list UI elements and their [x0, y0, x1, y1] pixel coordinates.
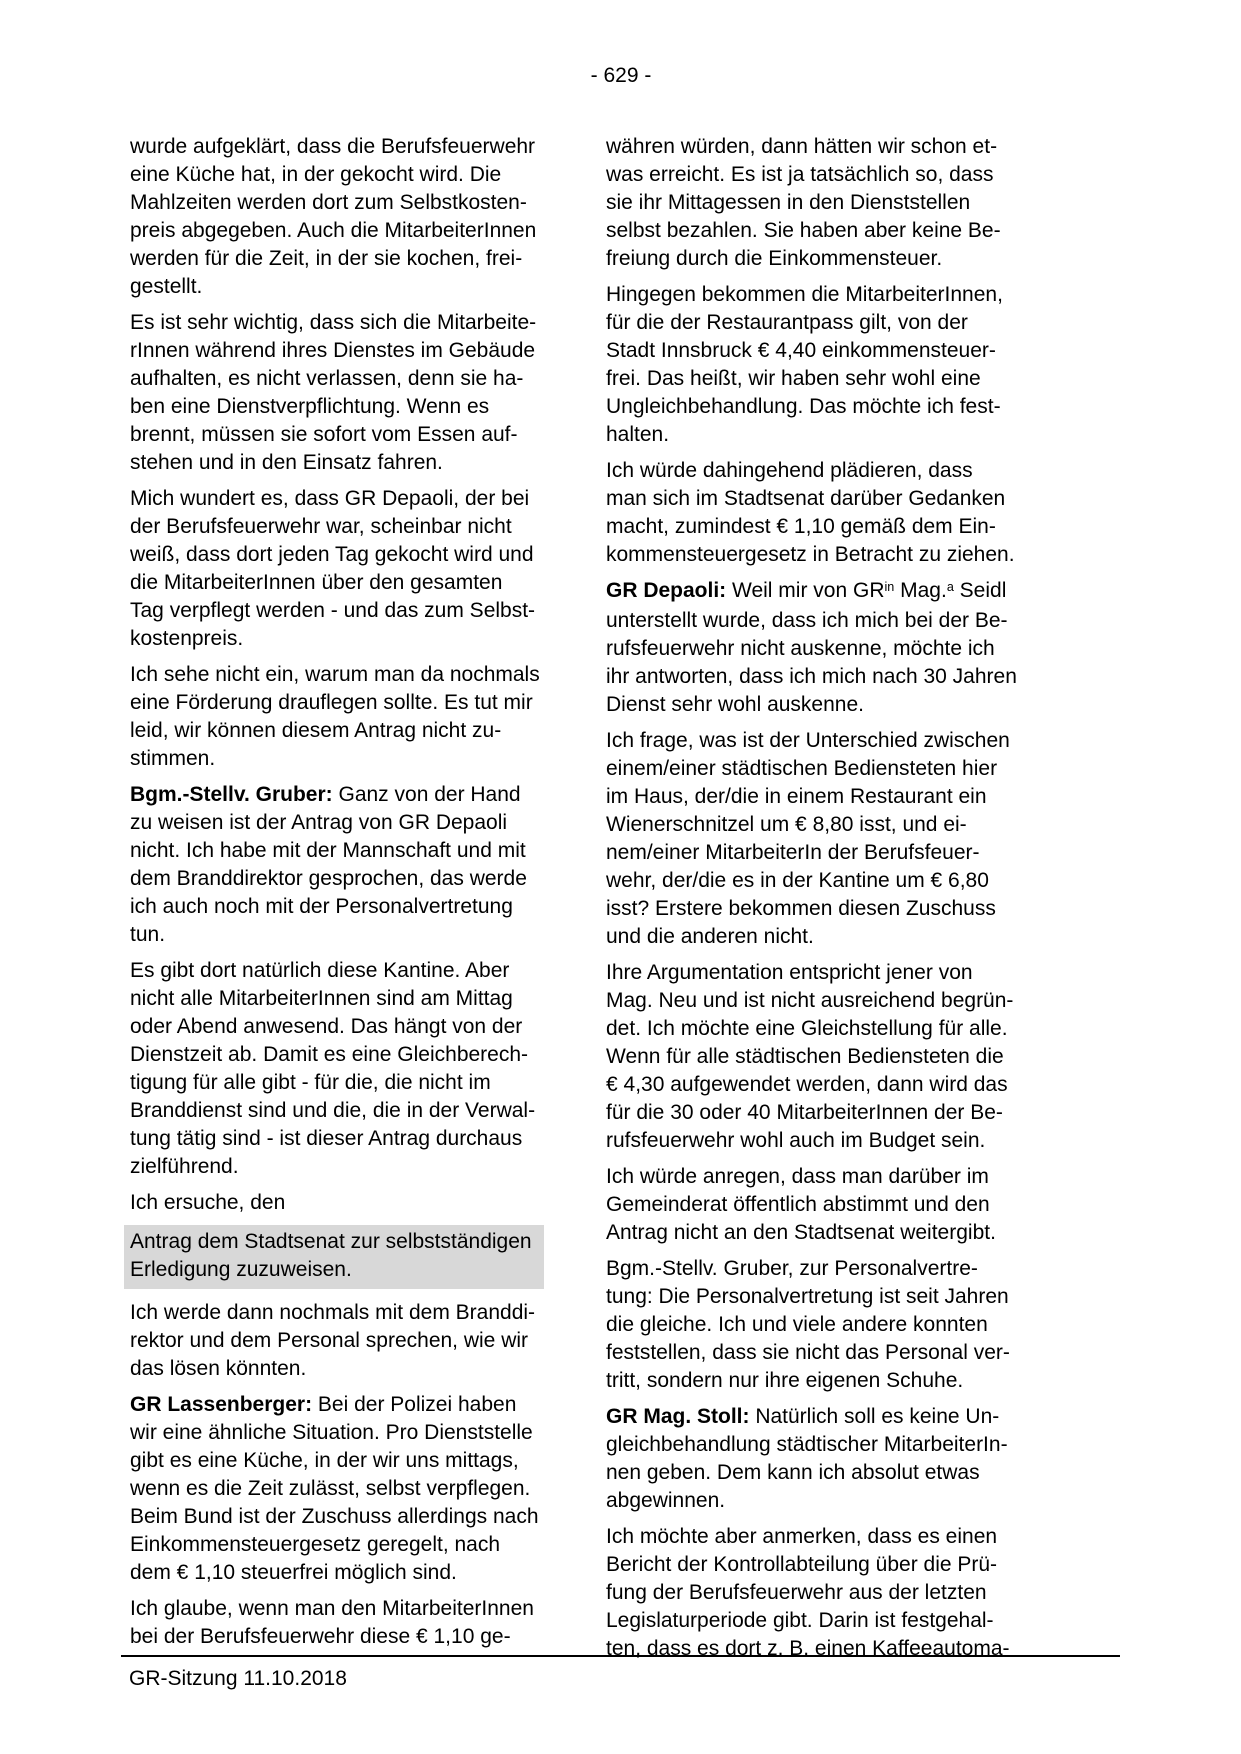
text-line: Hingegen bekommen die MitarbeiterInnen,: [606, 283, 1003, 306]
text-line: unterstellt wurde, dass ich mich bei der Be-: [606, 609, 1008, 632]
text-line: rufsfeuerwehr wohl auch im Budget sein.: [606, 1129, 986, 1152]
text-line: GR Mag. Stoll: Natürlich soll es keine Un-: [606, 1405, 1000, 1428]
text-line: frei. Das heißt, wir haben sehr wohl eine: [606, 367, 981, 390]
text-line: bei der Berufsfeuerwehr diese € 1,10 ge-: [130, 1625, 511, 1648]
text-line: Antrag nicht an den Stadtsenat weitergibt.: [606, 1221, 996, 1244]
text-line: Einkommensteuergesetz geregelt, nach: [130, 1533, 501, 1556]
text-line: eine Küche hat, in der gekocht wird. Die: [130, 163, 502, 186]
text-line: kostenpreis.: [130, 627, 244, 650]
paragraph: [130, 781, 540, 949]
text-line: oder Abend anwesend. Das hängt von der: [130, 1015, 523, 1038]
text-line: Erledigung zuzuweisen.: [130, 1258, 352, 1281]
text-line: leid, wir können diesem Antrag nicht zu-: [130, 719, 502, 742]
text-line: gleichbehandlung städtischer MitarbeiterIn-: [606, 1433, 1008, 1456]
text-line: wir eine ähnliche Situation. Pro Dienststelle: [130, 1421, 533, 1444]
text-line: selbst bezahlen. Sie haben aber keine Be-: [606, 219, 1001, 242]
text-line: nicht. Ich habe mit der Mannschaft und mit: [130, 839, 526, 862]
text-line: gestellt.: [130, 275, 203, 298]
text-line: einem/einer städtischen Bediensteten hier: [606, 757, 998, 780]
text-line: brennt, müssen sie sofort vom Essen auf-: [130, 423, 518, 446]
text-line: rInnen während ihres Dienstes im Gebäude: [130, 339, 536, 362]
text-line: preis abgegeben. Auch die MitarbeiterInnen: [130, 219, 537, 242]
text-line: det. Ich möchte eine Gleichstellung für alle.: [606, 1017, 1008, 1040]
text-line: Mag. Neu und ist nicht ausreichend begrün-: [606, 989, 1014, 1012]
text-line: nen geben. Dem kann ich absolut etwas: [606, 1461, 980, 1484]
paragraph: [606, 1403, 1016, 1515]
paragraph: [606, 281, 1016, 449]
text-line: die gleiche. Ich und viele andere konnten: [606, 1313, 988, 1336]
text-line: werden für die Zeit, in der sie kochen, frei-: [130, 247, 523, 270]
footer-rule: [121, 1655, 1120, 1657]
paragraph: [606, 1523, 1016, 1663]
text-line: stehen und in den Einsatz fahren.: [130, 451, 443, 474]
paragraph: [606, 133, 1016, 273]
text-line: der Berufsfeuerwehr war, scheinbar nicht: [130, 515, 512, 538]
text-line: fung der Berufsfeuerwehr aus der letzten: [606, 1581, 987, 1604]
text-line: weiß, dass dort jeden Tag gekocht wird und: [130, 543, 534, 566]
paragraph: [130, 1189, 540, 1217]
text-line: isst? Erstere bekommen diesen Zuschuss: [606, 897, 996, 920]
text-line: freiung durch die Einkommensteuer.: [606, 247, 943, 270]
text-line: wenn es die Zeit zulässt, selbst verpflegen.: [130, 1477, 531, 1500]
text-line: zu weisen ist der Antrag von GR Depaoli: [130, 811, 508, 834]
text-line: wurde aufgeklärt, dass die Berufsfeuerwehr: [130, 135, 536, 158]
highlighted-motion-text: [124, 1225, 544, 1289]
text-line: rufsfeuerwehr nicht auskenne, möchte ich: [606, 637, 995, 660]
text-line: tritt, sondern nur ihre eigenen Schuhe.: [606, 1369, 964, 1392]
text-column-left: [130, 133, 540, 1671]
text-line: Tag verpflegt werden - und das zum Selbst-: [130, 599, 536, 622]
text-line: ihr antworten, dass ich mich nach 30 Jahren: [606, 665, 1017, 688]
text-line: eine Förderung drauflegen sollte. Es tut mir: [130, 691, 533, 714]
text-line: aufhalten, es nicht verlassen, denn sie ha-: [130, 367, 524, 390]
text-line: macht, zumindest € 1,10 gemäß dem Ein-: [606, 515, 996, 538]
text-line: was erreicht. Es ist ja tatsächlich so, dass: [606, 163, 994, 186]
page-number: - 629 -: [590, 64, 652, 87]
text-line: man sich im Stadtsenat darüber Gedanken: [606, 487, 1006, 510]
paragraph: [130, 133, 540, 301]
speaker-name: GR Depaoli:: [606, 579, 733, 602]
paragraph: [606, 577, 1016, 719]
text-line: für die der Restaurantpass gilt, von der: [606, 311, 968, 334]
text-column-right: [606, 133, 1016, 1671]
text-line: Ich möchte aber anmerken, dass es einen: [606, 1525, 998, 1548]
paragraph: [130, 309, 540, 477]
text-line: zielführend.: [130, 1155, 239, 1178]
text-line: Bericht der Kontrollabteilung über die Prü-: [606, 1553, 998, 1576]
text-line: tigung für alle gibt - für die, die nicht im: [130, 1071, 491, 1094]
text-line: sie ihr Mittagessen in den Dienststellen: [606, 191, 971, 214]
text-line: Gemeinderat öffentlich abstimmt und den: [606, 1193, 990, 1216]
text-line: im Haus, der/die in einem Restaurant ein: [606, 785, 987, 808]
text-line: kommensteuergesetz in Betracht zu ziehen.: [606, 543, 1015, 566]
text-line: Dienst sehr wohl auskenne.: [606, 693, 864, 716]
paragraph: [606, 457, 1016, 569]
text-line: gibt es eine Küche, in der wir uns mittags,: [130, 1449, 519, 1472]
paragraph: [606, 727, 1016, 951]
text-line: Stadt Innsbruck € 4,40 einkommensteuer-: [606, 339, 996, 362]
text-line: Branddienst sind und die, die in der Verwal-: [130, 1099, 536, 1122]
text-line: ten, dass es dort z. B. einen Kaffeeautoma-: [606, 1637, 1010, 1660]
speaker-name: GR Lassenberger:: [130, 1393, 318, 1416]
text-line: für die 30 oder 40 MitarbeiterInnen der Be-: [606, 1101, 1003, 1124]
speaker-name: GR Mag. Stoll:: [606, 1405, 756, 1428]
paragraph: [130, 661, 540, 773]
text-line: GR Lassenberger: Bei der Polizei haben: [130, 1393, 517, 1416]
text-line: rektor und dem Personal sprechen, wie wir: [130, 1329, 529, 1352]
text-line: dem € 1,10 steuerfrei möglich sind.: [130, 1561, 457, 1584]
text-line: und die anderen nicht.: [606, 925, 814, 948]
text-line: Ungleichbehandlung. Das möchte ich fest-: [606, 395, 1001, 418]
text-line: Mahlzeiten werden dort zum Selbstkosten-: [130, 191, 527, 214]
paragraph: [130, 1391, 540, 1587]
text-line: Ich ersuche, den: [130, 1191, 286, 1214]
paragraph: [130, 1299, 540, 1383]
text-line: Bgm.-Stellv. Gruber: Ganz von der Hand: [130, 783, 521, 806]
text-line: Antrag dem Stadtsenat zur selbstständigen: [130, 1230, 532, 1253]
superscript-text: in: [884, 579, 895, 594]
text-line: nicht alle MitarbeiterInnen sind am Mittag: [130, 987, 513, 1010]
text-line: dem Branddirektor gesprochen, das werde: [130, 867, 527, 890]
text-line: GR Depaoli: Weil mir von $GR^{in}$ Mag.$^a$ Seidl: [606, 579, 1007, 602]
text-line: Ich sehe nicht ein, warum man da nochmals: [130, 663, 540, 686]
paragraph: [606, 1255, 1016, 1395]
text-line: nem/einer MitarbeiterIn der Berufsfeuer-: [606, 841, 980, 864]
text-line: das lösen könnten.: [130, 1357, 307, 1380]
paragraph: [130, 485, 540, 653]
text-line: Ich werde dann nochmals mit dem Branddi-: [130, 1301, 536, 1324]
text-line: tung tätig sind - ist dieser Antrag durchaus: [130, 1127, 523, 1150]
text-line: Ich würde dahingehend plädieren, dass: [606, 459, 973, 482]
text-line: Mich wundert es, dass GR Depaoli, der bei: [130, 487, 530, 510]
paragraph: [130, 957, 540, 1181]
paragraph: [606, 959, 1016, 1155]
text-line: die MitarbeiterInnen über den gesamten: [130, 571, 503, 594]
text-line: Wienerschnitzel um € 8,80 isst, und ei-: [606, 813, 967, 836]
text-line: Ich glaube, wenn man den MitarbeiterInnen: [130, 1597, 534, 1620]
text-line: stimmen.: [130, 747, 216, 770]
text-line: abgewinnen.: [606, 1489, 726, 1512]
paragraph: [130, 1595, 540, 1651]
text-line: Wenn für alle städtischen Bediensteten die: [606, 1045, 1004, 1068]
text-line: feststellen, dass sie nicht das Personal ver-: [606, 1341, 1010, 1364]
superscript-text: a: [946, 579, 954, 594]
text-line: wehr, der/die es in der Kantine um € 6,80: [606, 869, 989, 892]
text-line: währen würden, dann hätten wir schon et-: [606, 135, 998, 158]
text-line: ben eine Dienstverpflichtung. Wenn es: [130, 395, 490, 418]
paragraph: [606, 1163, 1016, 1247]
text-line: Ich frage, was ist der Unterschied zwischen: [606, 729, 1010, 752]
footer-label: GR-Sitzung 11.10.2018: [129, 1667, 347, 1690]
text-line: Ihre Argumentation entspricht jener von: [606, 961, 973, 984]
text-line: Legislaturperiode gibt. Darin ist festgehal-: [606, 1609, 994, 1632]
text-line: ich auch noch mit der Personalvertretung: [130, 895, 513, 918]
text-line: Es ist sehr wichtig, dass sich die Mitarbeite-: [130, 311, 537, 334]
text-line: Es gibt dort natürlich diese Kantine. Aber: [130, 959, 510, 982]
page-body: [130, 133, 1016, 1671]
text-line: halten.: [606, 423, 670, 446]
text-line: Beim Bund ist der Zuschuss allerdings nach: [130, 1505, 539, 1528]
text-line: tun.: [130, 923, 166, 946]
speaker-name: Bgm.-Stellv. Gruber:: [130, 783, 339, 806]
text-line: Ich würde anregen, dass man darüber im: [606, 1165, 989, 1188]
text-line: € 4,30 aufgewendet werden, dann wird das: [606, 1073, 1008, 1096]
text-line: tung: Die Personalvertretung ist seit Jahren: [606, 1285, 1009, 1308]
text-line: Dienstzeit ab. Damit es eine Gleichberech-: [130, 1043, 529, 1066]
text-line: Bgm.-Stellv. Gruber, zur Personalvertre-: [606, 1257, 978, 1280]
